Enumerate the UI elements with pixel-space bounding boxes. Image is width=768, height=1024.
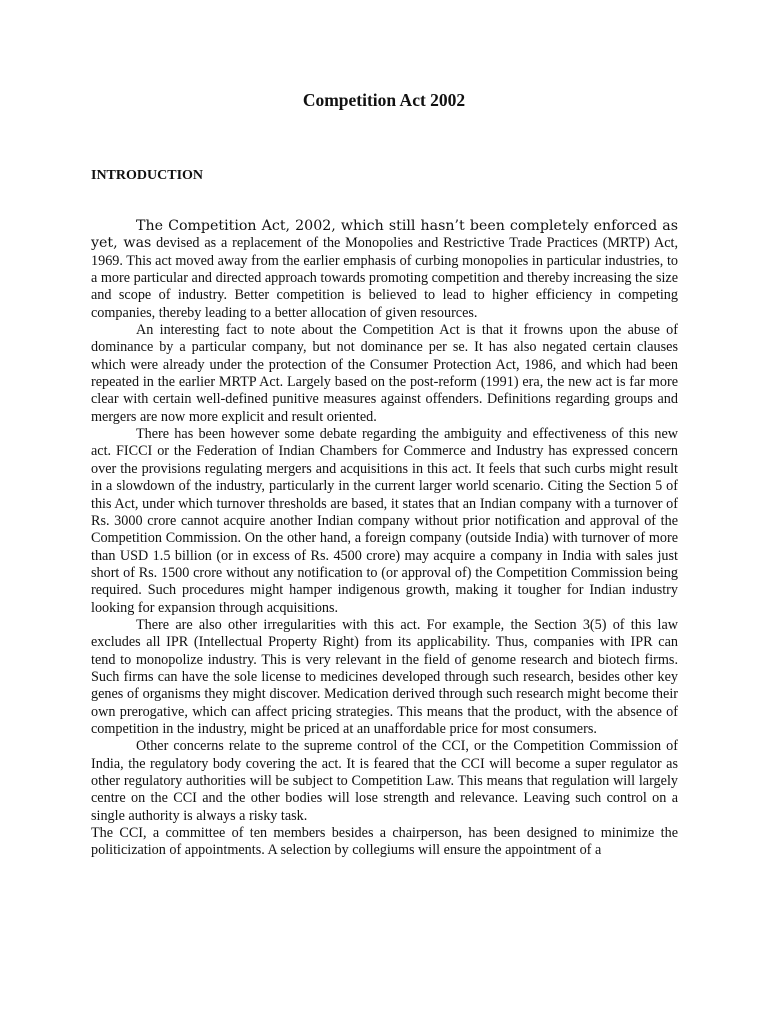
paragraph-1 [91,218,678,322]
paragraph-2: An interesting fact to note about the Competition Act is that it frowns upon the abuse of dominance by a particular company, but not dominance per se. It has also negated certain clauses which were already under the protection of the Consumer Protection Act, 1986, and which had been repeated in the earlier MRTP Act. Largely based on the post-reform (1991) era, the new act is far more clear with certain well-defined punitive measures against offenders. Definitions regarding groups and mergers are now more explicit and result oriented. [91,322,678,425]
paragraph-4: There are also other irregularities with this act. For example, the Section 3(5) of this law excludes all IPR (Intellectual Property Right) from its applicability. Thus, companies with IPR can tend to monopolize industry. This is very relevant in the field of genome research and biotech firms. Such firms can have the sole license to medicines developed through such research, besides other key genes of organisms they might discover. Medication derived through such research might become their own prerogative, which can affect pricing strategies. This means that the product, with the absence of competition in the industry, might be priced at an unaffordable price for most consumers. [91,616,678,737]
paragraph-1-lead: The Competition Act, 2002, which still hasn’t been completely enforced as yet, was [91,218,678,252]
document-title: Competition Act 2002 [302,90,466,110]
paragraph-1-rest: devised as a replacement of the Monopolies and Restrictive Trade Practices (MRTP) Act, 1969. This act moved away from the earlier emphasis of curbing monopolies in particular industries, to a more particular and directed approach towards promoting competition and thereby increasing the size and scope of industry. Better competition is believed to lead to higher efficiency in competing companies, thereby leading to a better allocation of given resources. [91,235,679,321]
section-heading-introduction: INTRODUCTION [91,168,204,183]
paragraph-3: There has been however some debate regarding the ambiguity and effectiveness of this new act. FICCI or the Federation of Indian Chambers for Commerce and Industry has expressed concern over the provisions regulating mergers and acquisitions in this act. It feels that such curbs might result in a slowdown of the industry, particularly in the current larger world scenario. Citing the Section 5 of this Act, under which turnover thresholds are based, it states that an Indian company with a turnover of Rs. 3000 crore cannot acquire another Indian company without prior notification and approval of the Competition Commission. On the other hand, a foreign company (outside India) with turnover of more than USD 1.5 billion (or in excess of Rs. 4500 crore) may acquire a company in India with sales just short of Rs. 1500 crore without any notification to (or approval of) the Competition Commission being required. Such procedures might hamper indigenous growth, making it tougher for Indian industry looking for expansion through acquisitions. [91,426,678,616]
body-text [91,218,678,860]
paragraph-5: Other concerns relate to the supreme control of the CCI, or the Competition Commission of India, the regulatory body covering the act. It is feared that the CCI will become a super regulator as other regulatory authorities will be subject to Competition Law. This means that regulation will largely centre on the CCI and the other bodies will lose strength and relevance. Leaving such control on a single authority is always a risky task. [91,738,678,824]
paragraph-6: The CCI, a committee of ten members besides a chairperson, has been designed to minimize the politicization of appointments. A selection by collegiums will ensure the appointment of a [91,825,678,859]
